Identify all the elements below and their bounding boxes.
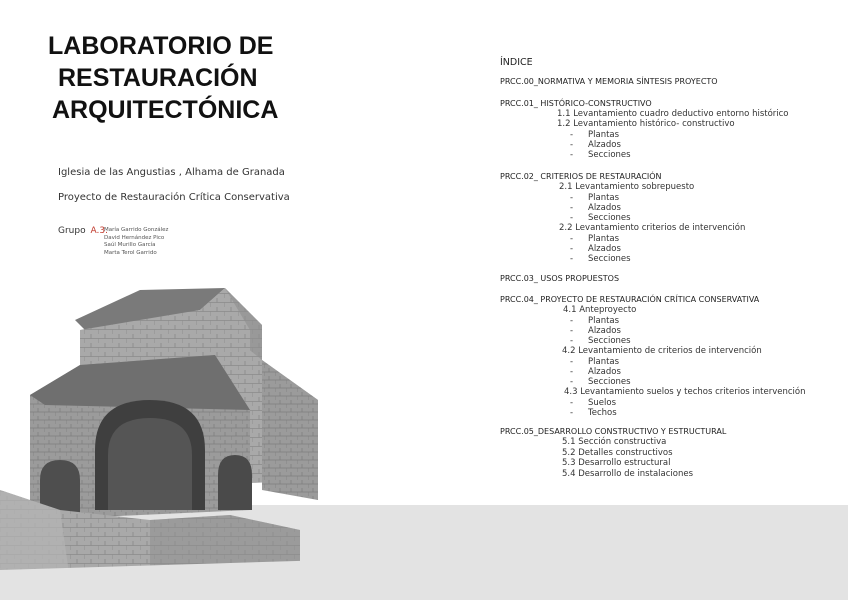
toc-item: 1.1 Levantamiento cuadro deductivo entorno histórico [557,109,789,119]
page-title [48,30,278,126]
toc-item: 5.4 Desarrollo de instalaciones [562,469,694,479]
toc-dash: - [570,213,574,223]
toc-subitem: Secciones [588,336,631,346]
toc-subitem: Alzados [588,203,621,213]
title-line-1: LABORATORIO DE [48,32,274,60]
member-name: David Hernández Pico [104,234,165,241]
toc-dash: - [570,316,574,326]
toc-subitem: Plantas [588,357,620,367]
toc-subitem: Alzados [588,326,621,336]
toc-section-title: PRCC.04_ PROYECTO DE RESTAURACIÓN CRÍTICA CONSERVATIVA [500,295,760,304]
group-word: Grupo [58,226,86,236]
toc-item: 1.2 Levantamiento histórico- constructivo [557,119,735,129]
toc-subitem: Alzados [588,244,621,254]
toc-dash: - [570,234,574,244]
group-members [104,227,168,257]
toc-dash: - [570,140,574,150]
group-code: A.3. [90,226,108,236]
church-subtitle: Iglesia de las Angustias , Alhama de Granada [58,167,285,178]
church-photo [0,280,330,590]
toc-heading: ÍNDICE [500,57,533,68]
toc-subitem: Alzados [588,367,621,377]
toc-subitem: Plantas [588,130,620,140]
toc-dash: - [570,244,574,254]
toc-dash: - [570,377,574,387]
toc-dash: - [570,254,574,264]
toc-section-title: PRCC.01_ HISTÓRICO-CONSTRUCTIVO [500,99,652,108]
toc-item: 2.2 Levantamiento criterios de intervención [559,223,746,233]
toc-subitem: Plantas [588,316,620,326]
toc-item: 4.1 Anteproyecto [563,305,637,315]
toc-section-title: PRCC.02_ CRITERIOS DE RESTAURACIÓN [500,172,662,181]
toc-subitem: Secciones [588,213,631,223]
toc-subitem: Secciones [588,254,631,264]
toc-item: 2.1 Levantamiento sobrepuesto [559,182,695,192]
toc-dash: - [570,193,574,203]
toc-dash: - [570,150,574,160]
toc-subitem: Suelos [588,398,617,408]
toc-dash: - [570,326,574,336]
toc-dash: - [570,398,574,408]
toc-item: 4.2 Levantamiento de criterios de intervención [562,346,762,356]
toc-dash: - [570,130,574,140]
member-name: María Garrido González [104,227,169,233]
title-line-2: RESTAURACIÓN [58,64,258,92]
toc-item: 5.3 Desarrollo estructural [562,458,671,468]
title-line-3: ARQUITECTÓNICA [52,96,279,124]
toc-item: 5.1 Sección constructiva [562,437,667,447]
toc-item: 4.3 Levantamiento suelos y techos criterios intervención [564,387,806,397]
toc-dash: - [570,408,574,418]
toc-dash: - [570,336,574,346]
member-name: Marta Terol Garrido [104,249,157,256]
toc-dash: - [570,357,574,367]
toc-subitem: Techos [588,408,617,418]
toc-subitem: Plantas [588,234,620,244]
toc-dash: - [570,203,574,213]
toc-section-title: PRCC.00_NORMATIVA Y MEMORIA SÍNTESIS PROYECTO [500,77,718,86]
toc-subitem: Alzados [588,140,621,150]
toc-item: 5.2 Detalles constructivos [562,448,673,458]
group-label [58,226,108,236]
toc-dash: - [570,367,574,377]
toc-subitem: Secciones [588,150,631,160]
project-subtitle: Proyecto de Restauración Crítica Conservativa [58,192,290,203]
toc-section-title: PRCC.05_DESARROLLO CONSTRUCTIVO Y ESTRUCTURAL [500,427,727,436]
toc-subitem: Plantas [588,193,620,203]
member-name: Saúl Murillo García [104,242,156,249]
toc-section-title: PRCC.03_ USOS PROPUESTOS [500,274,620,283]
toc-subitem: Secciones [588,377,631,387]
